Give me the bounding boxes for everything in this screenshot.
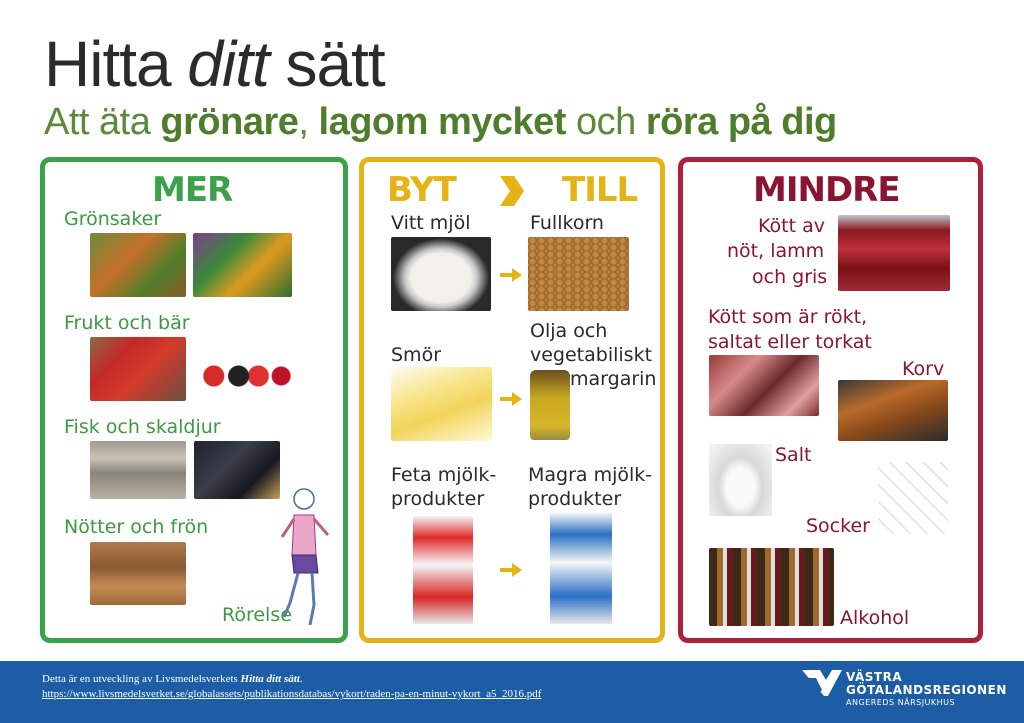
mer-item-fish: Fisk och skaldjur <box>64 416 221 438</box>
page-subtitle <box>44 102 837 144</box>
byt-from-dairy: Feta mjölk- produkter <box>391 464 497 510</box>
apples-image <box>90 337 186 401</box>
subtitle-bold: röra på dig <box>645 101 837 143</box>
byt-to-margarine: margarin <box>570 368 657 390</box>
mer-item-nuts: Nötter och frön <box>64 516 209 538</box>
footer-credit-text: . <box>299 673 303 685</box>
title-italic: ditt <box>187 28 269 100</box>
arrow-right-icon <box>500 563 522 577</box>
mindre-item-processed-1: Kött som är rökt, <box>708 306 868 328</box>
byt-to-lowfat-dairy: Magra mjölk- produkter <box>528 464 653 510</box>
byt-from-flour: Vitt mjöl <box>391 212 471 234</box>
byt-to-wholegrain: Fullkorn <box>530 212 604 234</box>
page-title <box>44 28 385 100</box>
mindre-item-sugar: Socker <box>806 515 870 537</box>
arrow-right-icon <box>496 174 526 208</box>
alcohol-bottles-image <box>709 548 834 626</box>
footer-credit-title: Hitta ditt sätt <box>240 673 300 685</box>
vgr-logo-icon <box>800 666 844 706</box>
nuts-image <box>90 542 186 605</box>
subtitle-bold: grönare <box>160 101 299 143</box>
subtitle-part: och <box>565 101 646 143</box>
logo-text-line2: GÖTALANDSREGIONEN <box>846 683 1007 697</box>
mindre-item-meat-3: och gris <box>752 266 828 288</box>
sausage-image <box>838 380 948 441</box>
mindre-item-salt: Salt <box>775 444 812 466</box>
subtitle-bold: lagom mycket <box>318 101 566 143</box>
oil-bottle-image <box>530 370 570 440</box>
fish-image <box>90 441 186 499</box>
cured-meat-image <box>709 355 819 416</box>
mindre-item-meat-2: nöt, lamm <box>727 240 825 262</box>
title-part: Hitta <box>44 28 188 100</box>
vegetables-image <box>193 233 292 297</box>
logo-text-line3: ANGEREDS NÄRSJUKHUS <box>846 698 956 707</box>
berries-image <box>194 352 293 392</box>
mindre-item-alcohol: Alkohol <box>840 607 910 629</box>
vegetables-basket-image <box>90 233 186 297</box>
salt-shaker-image <box>709 444 772 516</box>
low-fat-milk-image <box>550 512 612 624</box>
butter-image <box>391 367 492 441</box>
footer-credit <box>42 673 303 685</box>
mer-item-movement: Rörelse <box>222 604 292 626</box>
mer-heading: MER <box>152 170 233 210</box>
mer-item-vegetables: Grönsaker <box>64 208 162 230</box>
mussels-image <box>194 441 280 499</box>
subtitle-part: , <box>298 101 319 143</box>
subtitle-part: Att äta <box>44 101 161 143</box>
mindre-item-processed-2: saltat eller torkat <box>708 331 872 353</box>
red-meat-image <box>838 215 950 291</box>
byt-heading: BYT <box>387 170 456 210</box>
full-fat-milk-image <box>413 516 473 624</box>
white-flour-image <box>391 237 491 311</box>
mindre-item-sausage: Korv <box>902 358 945 380</box>
footer-source-link[interactable]: https://www.livsmedelsverket.se/globalassets/publikationsdatabas/vykort/raden-pa-en-minut-vykort_a5_2016.pdf <box>42 688 542 700</box>
mindre-item-meat-1: Kött av <box>758 215 825 237</box>
mer-item-fruit: Frukt och bär <box>64 312 190 334</box>
footer-credit-text: Detta är en utveckling av Livsmedelsverkets <box>42 673 241 685</box>
till-heading: TILL <box>562 170 638 210</box>
sugar-cubes-image <box>878 462 948 534</box>
logo-text-line1: VÄSTRA <box>846 670 903 684</box>
title-part: sätt <box>268 28 385 100</box>
byt-to-oil: Olja och vegetabiliskt <box>530 320 653 366</box>
byt-from-butter: Smör <box>391 344 442 366</box>
wholegrain-image <box>528 237 629 311</box>
mindre-heading: MINDRE <box>753 170 900 210</box>
arrow-right-icon <box>500 268 522 282</box>
arrow-right-icon <box>500 392 522 406</box>
